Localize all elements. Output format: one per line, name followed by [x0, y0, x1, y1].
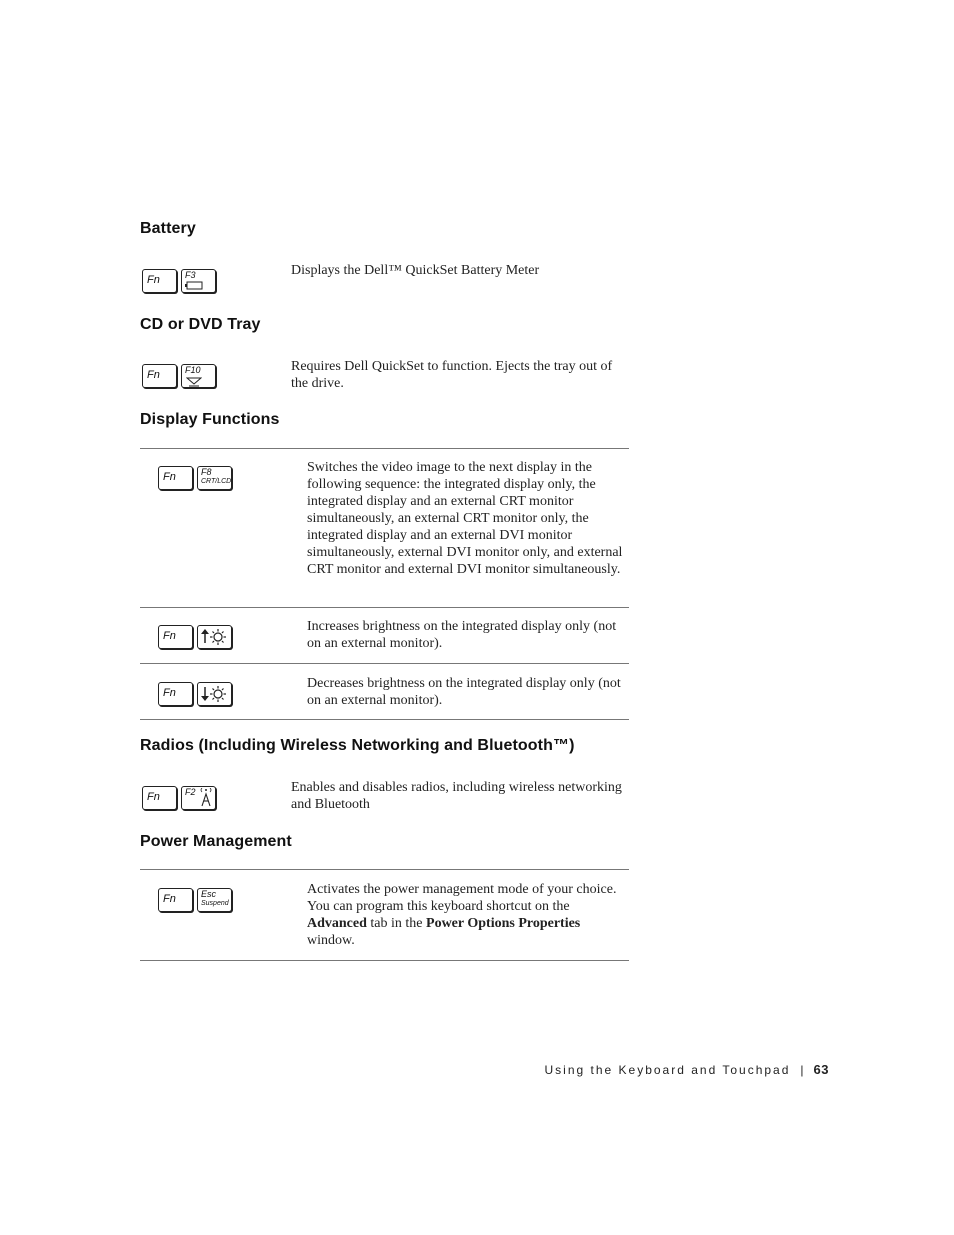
page-number: 63	[813, 1062, 829, 1077]
fn-key: Fn	[142, 269, 177, 293]
fn-key: Fn	[158, 888, 193, 912]
power-shortcut-keys	[158, 888, 232, 912]
table-rule	[140, 960, 629, 961]
brightness-up-description: Increases brightness on the integrated display only (not on an external monitor).	[307, 619, 617, 651]
f2-key: F2	[181, 786, 216, 810]
f8-key: F8 CRT/LCD	[197, 466, 232, 490]
table-rule	[140, 448, 629, 449]
table-rule	[140, 607, 629, 608]
cd-dvd-description: Requires Dell QuickSet to function. Ejects the tray out of the drive.	[291, 359, 613, 391]
fn-key: Fn	[158, 625, 193, 649]
page-footer	[544, 1062, 829, 1077]
chapter-title: Using the Keyboard and Touchpad	[544, 1063, 791, 1077]
section-title-power: Power Management	[140, 833, 292, 850]
footer-separator: |	[800, 1063, 804, 1077]
display-switch-description: Switches the video image to the next display in the following sequence: the integrated display only, the integrated display and an external CRT monitor simultaneously, an external CRT monitor only, the integrated display and an external DVI monitor simultaneously, external DVI monitor only, and external CRT monitor and external DVI monitor simultaneously.	[307, 460, 623, 577]
f3-key: F3	[181, 269, 216, 293]
brightness-up-icon	[198, 626, 230, 648]
radios-description: Enables and disables radios, including wireless networking and Bluetooth	[291, 780, 622, 812]
brightness-up-shortcut-keys	[158, 625, 232, 649]
brightness-down-shortcut-keys	[158, 682, 232, 706]
section-title-battery: Battery	[140, 220, 196, 237]
fn-key: Fn	[158, 466, 193, 490]
section-title-cd-dvd: CD or DVD Tray	[140, 316, 261, 333]
fn-key: Fn	[158, 682, 193, 706]
fn-key: Fn	[142, 364, 177, 388]
display-switch-shortcut-keys	[158, 466, 232, 490]
brightness-down-description: Decreases brightness on the integrated display only (not on an external monitor).	[307, 676, 621, 708]
radios-shortcut-keys	[142, 786, 216, 810]
table-rule	[140, 663, 629, 664]
brightness-down-icon	[198, 683, 230, 705]
table-rule	[140, 719, 629, 720]
fn-key: Fn	[142, 786, 177, 810]
battery-icon	[185, 281, 205, 291]
section-title-display: Display Functions	[140, 411, 280, 428]
f10-key: F10	[181, 364, 216, 388]
table-rule	[140, 869, 629, 870]
battery-description: Displays the Dell™ QuickSet Battery Meter	[291, 263, 540, 278]
esc-key: Esc Suspend	[197, 888, 232, 912]
wireless-antenna-icon	[199, 788, 213, 808]
section-title-radios: Radios (Including Wireless Networking and Bluetooth™)	[140, 737, 575, 754]
brightness-up-key	[197, 625, 232, 649]
eject-icon	[186, 377, 202, 387]
cd-dvd-shortcut-keys	[142, 364, 216, 388]
power-description: Activates the power management mode of your choice. You can program this keyboard shortcut on the Advanced tab in the Power Options Properties window.	[307, 882, 617, 948]
battery-shortcut-keys	[142, 269, 216, 293]
brightness-down-key	[197, 682, 232, 706]
